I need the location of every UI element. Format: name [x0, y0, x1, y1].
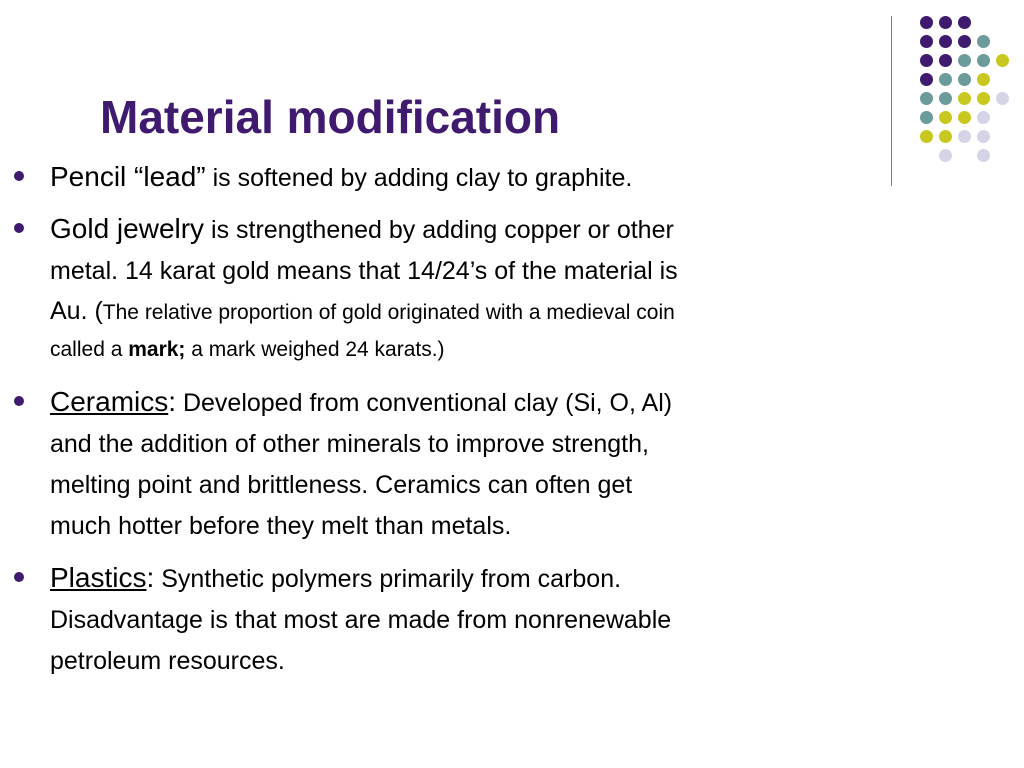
decorative-dot	[920, 73, 933, 86]
decorative-dot	[958, 35, 971, 48]
decorative-dot	[939, 111, 952, 124]
decorative-dot	[958, 111, 971, 124]
bullet-marker-icon	[14, 223, 24, 233]
bullet-line: melting point and brittleness. Ceramics can often get	[50, 471, 633, 499]
decorative-dot	[920, 111, 933, 124]
decorative-dot	[920, 16, 933, 29]
bullet-line	[50, 292, 910, 332]
bullet-note: The relative proportion of gold originated with a medieval coin	[102, 301, 675, 324]
decorative-dot	[977, 54, 990, 67]
decorative-dot	[977, 35, 990, 48]
bullet-line	[50, 332, 910, 368]
bullet-line	[50, 557, 910, 600]
decorative-dot	[939, 54, 952, 67]
bullet-line: petroleum resources.	[50, 647, 285, 675]
decorative-dot	[958, 73, 971, 86]
bullet-text: is softened by adding clay to graphite.	[205, 164, 633, 192]
decorative-dot	[939, 149, 952, 162]
decorative-dot-grid	[910, 16, 1000, 164]
decorative-dot	[977, 130, 990, 143]
decorative-dot	[977, 149, 990, 162]
decorative-dot	[958, 16, 971, 29]
bullet-line: Disadvantage is that most are made from nonrenewable	[50, 606, 672, 634]
bullet-colon: :	[146, 562, 155, 593]
bullet-line	[50, 381, 910, 424]
decorative-dot	[996, 54, 1009, 67]
decorative-dot	[939, 16, 952, 29]
slide-title: Material modification	[100, 91, 561, 143]
bullet-line: and the addition of other minerals to improve strength,	[50, 430, 649, 458]
decorative-dot	[920, 35, 933, 48]
bullet-note-bold: mark;	[128, 338, 186, 361]
bullet-pencil	[50, 156, 910, 199]
bullet-lead: Plastics	[50, 562, 147, 593]
bullet-gold-jewelry	[50, 208, 910, 368]
decorative-dot	[977, 92, 990, 105]
decorative-dot	[920, 92, 933, 105]
decorative-dot	[958, 54, 971, 67]
bullet-colon: :	[168, 386, 177, 417]
bullet-text: Synthetic polymers primarily from carbon.	[154, 565, 622, 593]
bullet-note: called a	[50, 338, 129, 361]
bullet-marker-icon	[14, 171, 24, 181]
decorative-dot	[920, 130, 933, 143]
bullet-line: metal. 14 karat gold means that 14/24’s of the material is	[50, 257, 678, 285]
decorative-dot	[977, 111, 990, 124]
bullet-line	[50, 208, 910, 251]
bullet-plastics	[50, 557, 910, 682]
decorative-dot	[939, 130, 952, 143]
bullet-note: a mark weighed 24 karats.)	[185, 338, 445, 361]
decorative-dot	[977, 73, 990, 86]
bullet-ceramics	[50, 381, 910, 547]
bullet-text: Developed from conventional clay (Si, O, Al)	[176, 389, 673, 417]
decorative-dot	[958, 92, 971, 105]
bullet-text: is strengthened by adding copper or other	[204, 216, 674, 244]
bullet-lead: Pencil “lead”	[50, 161, 206, 192]
bullet-line: much hotter before they melt than metals.	[50, 512, 512, 540]
bullet-lead: Ceramics	[50, 386, 169, 417]
decorative-dot	[958, 130, 971, 143]
decorative-dot	[939, 92, 952, 105]
decorative-dot	[939, 73, 952, 86]
bullet-marker-icon	[14, 572, 24, 582]
decorative-dot	[920, 54, 933, 67]
bullet-marker-icon	[14, 396, 24, 406]
decorative-dot	[996, 92, 1009, 105]
bullet-lead: Gold jewelry	[50, 213, 205, 244]
decorative-dot	[939, 35, 952, 48]
bullet-text: Au. (	[50, 297, 103, 325]
bullet-line	[50, 156, 910, 199]
